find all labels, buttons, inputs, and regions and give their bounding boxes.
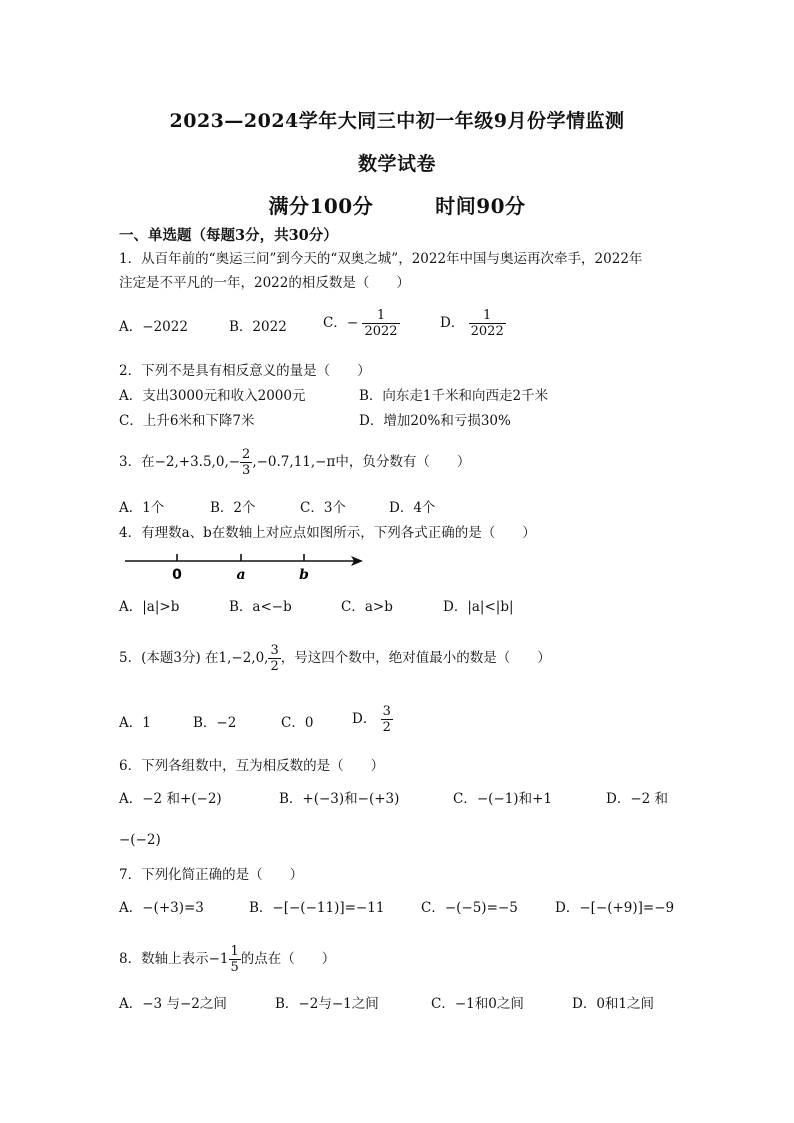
section-heading: 一、单选题（每题3分，共30分）	[119, 227, 338, 244]
q3-fraction: $\frac{2}{3}$	[242, 447, 251, 478]
label-b: b	[299, 567, 309, 583]
full-score: 满分100分	[268, 194, 374, 218]
q6-option-b: B．+(−3)和−(+3)	[279, 791, 400, 807]
q5-option-b: B．−2	[193, 715, 237, 731]
q5-option-d: D． $\frac{3}{2}$	[352, 704, 391, 735]
q5-fraction: $\frac{3}{2}$	[270, 643, 279, 674]
score-time-line	[0, 190, 794, 219]
q7-option-c: C．−(−5)=−5	[421, 900, 518, 916]
q3-option-b: B．2个	[210, 500, 256, 516]
exam-time: 时间90分	[435, 194, 526, 218]
q1-stem-line2: 注定是不平凡的一年，2022的相反数是（ ）	[119, 275, 410, 291]
q8-option-b: B．−2与−1之间	[275, 996, 379, 1012]
q6-option-a: A．−2 和+(−2)	[119, 791, 222, 807]
q6-stem: 6．下列各组数中，互为相反数的是（ ）	[119, 758, 385, 774]
q5-option-d-fraction: $\frac{3}{2}$	[382, 704, 391, 735]
exam-subtitle: 数学试卷	[357, 153, 436, 175]
label-zero: 0	[172, 567, 182, 583]
label-a: a	[236, 567, 246, 583]
q1-option-d: D． $\frac{1}{2022}$	[440, 308, 504, 339]
q1-option-d-fraction: $\frac{1}{2022}$	[470, 308, 504, 339]
exam-title: 2023—2024学年大同三中初一年级9月份学情监测	[169, 110, 625, 132]
q1-option-b: B．2022	[229, 319, 287, 335]
q1-option-c-fraction: $\frac{1}{2022}$	[364, 308, 398, 339]
q2-option-c: C．上升6米和下降7米	[119, 413, 255, 429]
q1-stem-line1: 1．从百年前的“奥运三问”到今天的“双奥之城”，2022年中国与奥运再次牵手，2022年	[119, 251, 643, 267]
q6-option-d-line2: −(−2)	[119, 832, 161, 848]
q8-fraction: $\frac{1}{5}$	[230, 944, 239, 975]
q2-option-b: B．向东走1千米和向西走2千米	[359, 388, 549, 404]
q4-option-c: C．a>b	[341, 599, 393, 615]
q8-option-d: D．0和1之间	[572, 996, 655, 1012]
q4-stem: 4．有理数a、b在数轴上对应点如图所示，下列各式正确的是（ ）	[119, 525, 536, 541]
q2-stem: 2．下列不是具有相反意义的量是（ ）	[119, 363, 371, 379]
q3-stem: 3．在−2,+3.5,0,− $\frac{2}{3}$ ,−0.7,11,−π中，负分数有（ ）	[119, 447, 471, 478]
q4-option-b: B．a<−b	[229, 599, 292, 615]
q5-option-c: C．0	[281, 715, 314, 731]
number-line-figure	[119, 550, 369, 586]
q8-option-c: C．−1和0之间	[431, 996, 524, 1012]
q6-option-c: C．−(−1)和+1	[453, 791, 552, 807]
q7-option-d: D．−[−(+9)]=−9	[555, 900, 675, 916]
q4-option-d: D．|a|<|b|	[443, 599, 514, 615]
q1-option-c: C．− $\frac{1}{2022}$	[323, 308, 398, 339]
q1-option-a: A．−2022	[119, 319, 188, 335]
q2-option-d: D．增加20%和亏损30%	[359, 413, 511, 429]
q3-option-c: C．3个	[300, 500, 346, 516]
q4-option-a: A．|a|>b	[119, 599, 180, 615]
q5-stem: 5．(本题3分) 在1,−2,0, $\frac{3}{2}$ ，号这四个数中，绝对值最小的数是（ ）	[119, 643, 551, 674]
q6-option-d-line1: D．−2 和	[606, 791, 669, 807]
q8-option-a: A．−3 与−2之间	[119, 996, 227, 1012]
q7-option-a: A．−(+3)=3	[119, 900, 204, 916]
q3-option-a: A．1个	[119, 500, 165, 516]
q3-option-d: D．4个	[389, 500, 436, 516]
q2-option-a: A．支出3000元和收入2000元	[119, 388, 306, 404]
q5-option-a: A．1	[119, 715, 151, 731]
q8-stem: 8．数轴上表示−1 $\frac{1}{5}$ 的点在（ ）	[119, 944, 336, 975]
q7-option-b: B．−[−(−11)]=−11	[249, 900, 385, 916]
q7-stem: 7．下列化简正确的是（ ）	[119, 867, 304, 883]
